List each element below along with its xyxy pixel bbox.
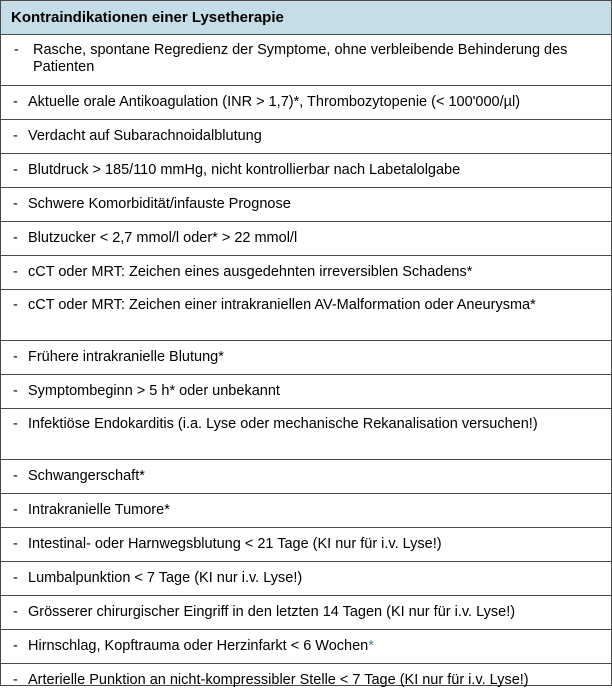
table-row [1,664,611,697]
row-text: Lumbalpunktion < 7 Tage (KI nur i.v. Lyse!) [28,570,303,586]
row-text: Aktuelle orale Antikoagulation (INR > 1,7)*, Thrombozytopenie (< 100'000/µl) [28,94,521,110]
row-text: Symptombeginn > 5 h* oder unbekannt [28,383,280,399]
row-text: Intestinal- oder Harnwegsblutung < 21 Tage (KI nur für i.v. Lyse!) [28,536,442,552]
table-row [1,409,611,460]
table-title: Kontraindikationen einer Lysetherapie [1,1,611,35]
row-text: Intrakranielle Tumore* [28,502,170,518]
table-row [1,86,611,120]
row-text: Frühere intrakranielle Blutung* [28,349,224,365]
table-row [1,562,611,596]
table-row [1,341,611,375]
table-row [1,290,611,341]
row-text: Schwangerschaft* [28,468,145,484]
row-text: Schwere Komorbidität/infauste Prognose [28,196,291,212]
bullet-dash: - [13,383,18,399]
bullet-dash: - [13,416,18,432]
footnote-asterisk: * [368,638,374,654]
bullet-dash: - [13,94,18,110]
row-text: Rasche, spontane Regredienz der Symptome, ohne verbleibende Behinderung des Patienten [33,42,568,75]
bullet-dash: - [13,196,18,212]
table-row [1,154,611,188]
row-text-main: Hirnschlag, Kopftrauma oder Herzinfarkt < 6 Wochen [28,638,369,654]
row-text: cCT oder MRT: Zeichen eines ausgedehnten irreversiblen Schadens* [28,264,473,280]
table-row [1,375,611,409]
bullet-dash: - [13,468,18,484]
table-row [1,256,611,290]
bullet-dash: - [13,264,18,280]
bullet-dash: - [13,128,18,144]
table-row [1,35,611,86]
bullet-dash: - [13,297,18,313]
row-text: Blutdruck > 185/110 mmHg, nicht kontrollierbar nach Labetalolgabe [28,162,461,178]
table-row [1,528,611,562]
bullet-dash: - [13,570,18,586]
table-row [1,460,611,494]
row-text: Blutzucker < 2,7 mmol/l oder* > 22 mmol/l [28,230,298,246]
bullet-dash: - [13,672,18,688]
table-row [1,596,611,630]
table-row [1,630,611,664]
row-text: Infektiöse Endokarditis (i.a. Lyse oder mechanische Rekanalisation versuchen!) [28,416,538,432]
row-text: Grösserer chirurgischer Eingriff in den letzten 14 Tagen (KI nur für i.v. Lyse!) [28,604,516,620]
bullet-dash: - [13,502,18,518]
bullet-dash: - [14,42,19,58]
bullet-dash: - [13,349,18,365]
bullet-dash: - [13,230,18,246]
row-text: Verdacht auf Subarachnoidalblutung [28,128,262,144]
row-text: cCT oder MRT: Zeichen einer intrakraniellen AV-Malformation oder Aneurysma* [28,297,536,313]
row-text: Arterielle Punktion an nicht-kompressibler Stelle < 7 Tage (KI nur für i.v. Lyse!) [28,672,529,688]
table-row [1,222,611,256]
bullet-dash: - [13,604,18,620]
table-row [1,120,611,154]
row-text [13,630,611,655]
bullet-dash: - [13,638,18,654]
bullet-dash: - [13,536,18,552]
table-row [1,188,611,222]
table-row [1,494,611,528]
bullet-dash: - [13,162,18,178]
